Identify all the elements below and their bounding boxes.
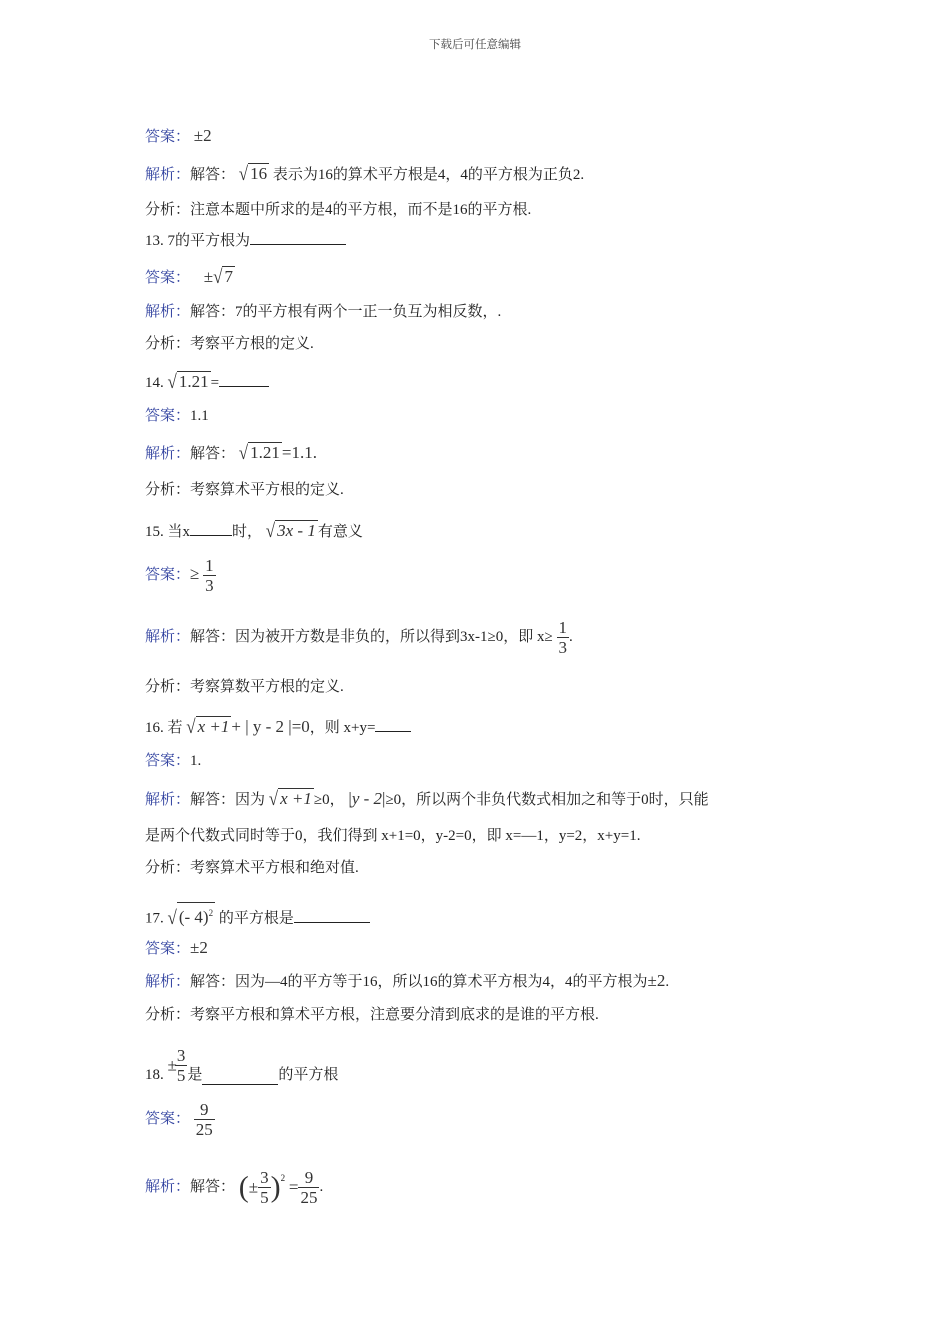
page-header: 下载后可任意编辑 [429, 39, 521, 51]
sqrt-16: √ 16 [238, 162, 268, 185]
q13-analysis-line: 解析：解答：7的平方根有两个一正一负互为相反数，. [145, 304, 502, 320]
q16-analysis-line2: 是两个代数式同时等于0，我们得到 x+1=0，y-2=0，即 x=—1，y=2，x+y=1. [145, 828, 641, 844]
q15-analysis-line: 解析：解答：因为被开方数是非负的，所以得到3x-1≥0，即 x≥ $\frac{1}{3}$ . [145, 618, 573, 657]
fraction-1-3: $\frac{1}{3}$ [205, 556, 214, 595]
fraction-3-5: $\frac{3}{5}$ [176, 1046, 186, 1085]
sqrt-1-21: √ 1.21 [167, 370, 209, 393]
q17-fenxi-line: 分析：考察平方根和算术平方根，注意要分清到底求的是谁的平方根. [145, 1007, 599, 1023]
q18-answer-line: 答案： $\frac{9}{25}$ [145, 1100, 213, 1139]
q17-analysis-line: 解析：解答：因为—4的平方等于16，所以16的算术平方根为4，4的平方根为±2. [145, 971, 670, 990]
answer-blank [202, 1070, 278, 1085]
q14-analysis-line: 解析：解答： √ 1.21 =1.1. [145, 441, 317, 464]
q16-analysis-line: 解析：解答：因为 √ x +1 ≥0， |y - 2|≥0，所以两个非负代数式相加之和等于0时，只能 [145, 787, 709, 810]
q16-question: 16. 若 √ x +1 + | y - 2 |=0，则 x+y= [145, 716, 411, 738]
q15-answer-line: 答案：≥ $\frac{1}{3}$ [145, 556, 214, 595]
answer-blank [190, 521, 232, 536]
q14-fenxi-line: 分析：考察算术平方根的定义. [145, 482, 344, 498]
answer-blank [375, 717, 411, 732]
sqrt-x-plus-1: √ x +1 [186, 715, 230, 738]
fraction-9-25: $\frac{9}{25}$ [195, 1100, 213, 1139]
sqrt-7: √ 7 [213, 265, 233, 288]
q12-fenxi-line: 分析：注意本题中所求的是4的平方根，而不是16的平方根. [145, 202, 532, 218]
q14-answer-line: 答案：1.1 [145, 408, 209, 424]
q12-answer-line [145, 126, 212, 147]
q12-analysis-line: 解析：解答： √ 16 表示为16的算术平方根是4，4的平方根为正负2. [145, 162, 585, 185]
q16-fenxi-line: 分析：考察算术平方根和绝对值. [145, 860, 359, 876]
q13-answer-line: 答案： ±√ 7 [145, 265, 233, 288]
q12-analysis-text: 表示为16的算术平方根是4，4的平方根为正负2. [272, 167, 585, 183]
q17-question: 17. √ (- 4)$^2$ 的平方根是 [145, 902, 370, 929]
abs-y-minus-2: |y - 2| [348, 789, 386, 808]
q15-question: 15. 当x 时， √ 3x - 1 有意义 [145, 519, 363, 542]
analysis-label: 解析： [145, 167, 191, 183]
q14-question: 14. √ 1.21 = [145, 371, 269, 393]
sqrt-neg4-squared: √ (- 4)$^2$ [168, 902, 216, 928]
q17-answer-line: 答案：±2 [145, 938, 208, 957]
answer-blank [294, 908, 370, 923]
q13-fenxi-line: 分析：考察平方根的定义. [145, 336, 314, 352]
answer-blank [219, 372, 269, 387]
q12-answer: ±2 [193, 126, 212, 145]
q15-fenxi-line: 分析：考察算数平方根的定义. [145, 679, 344, 695]
sqrt-3x-1: √ 3x - 1 [265, 519, 316, 542]
answer-blank [250, 230, 346, 245]
q16-answer-line: 答案：1. [145, 753, 202, 769]
q18-question: 18. ± $\frac{3}{5}$ 是 的平方根 [145, 1046, 339, 1085]
answer-label: 答案： [145, 129, 191, 145]
q12-fenxi: 注意本题中所求的是4的平方根，而不是16的平方根. [190, 202, 532, 218]
q18-analysis-line: 解析：解答： (± $\frac{3}{5}$ )$^2$ = $\frac{9}{25}$ . [145, 1168, 324, 1207]
q13-question: 13. 7的平方根为 [145, 230, 346, 251]
